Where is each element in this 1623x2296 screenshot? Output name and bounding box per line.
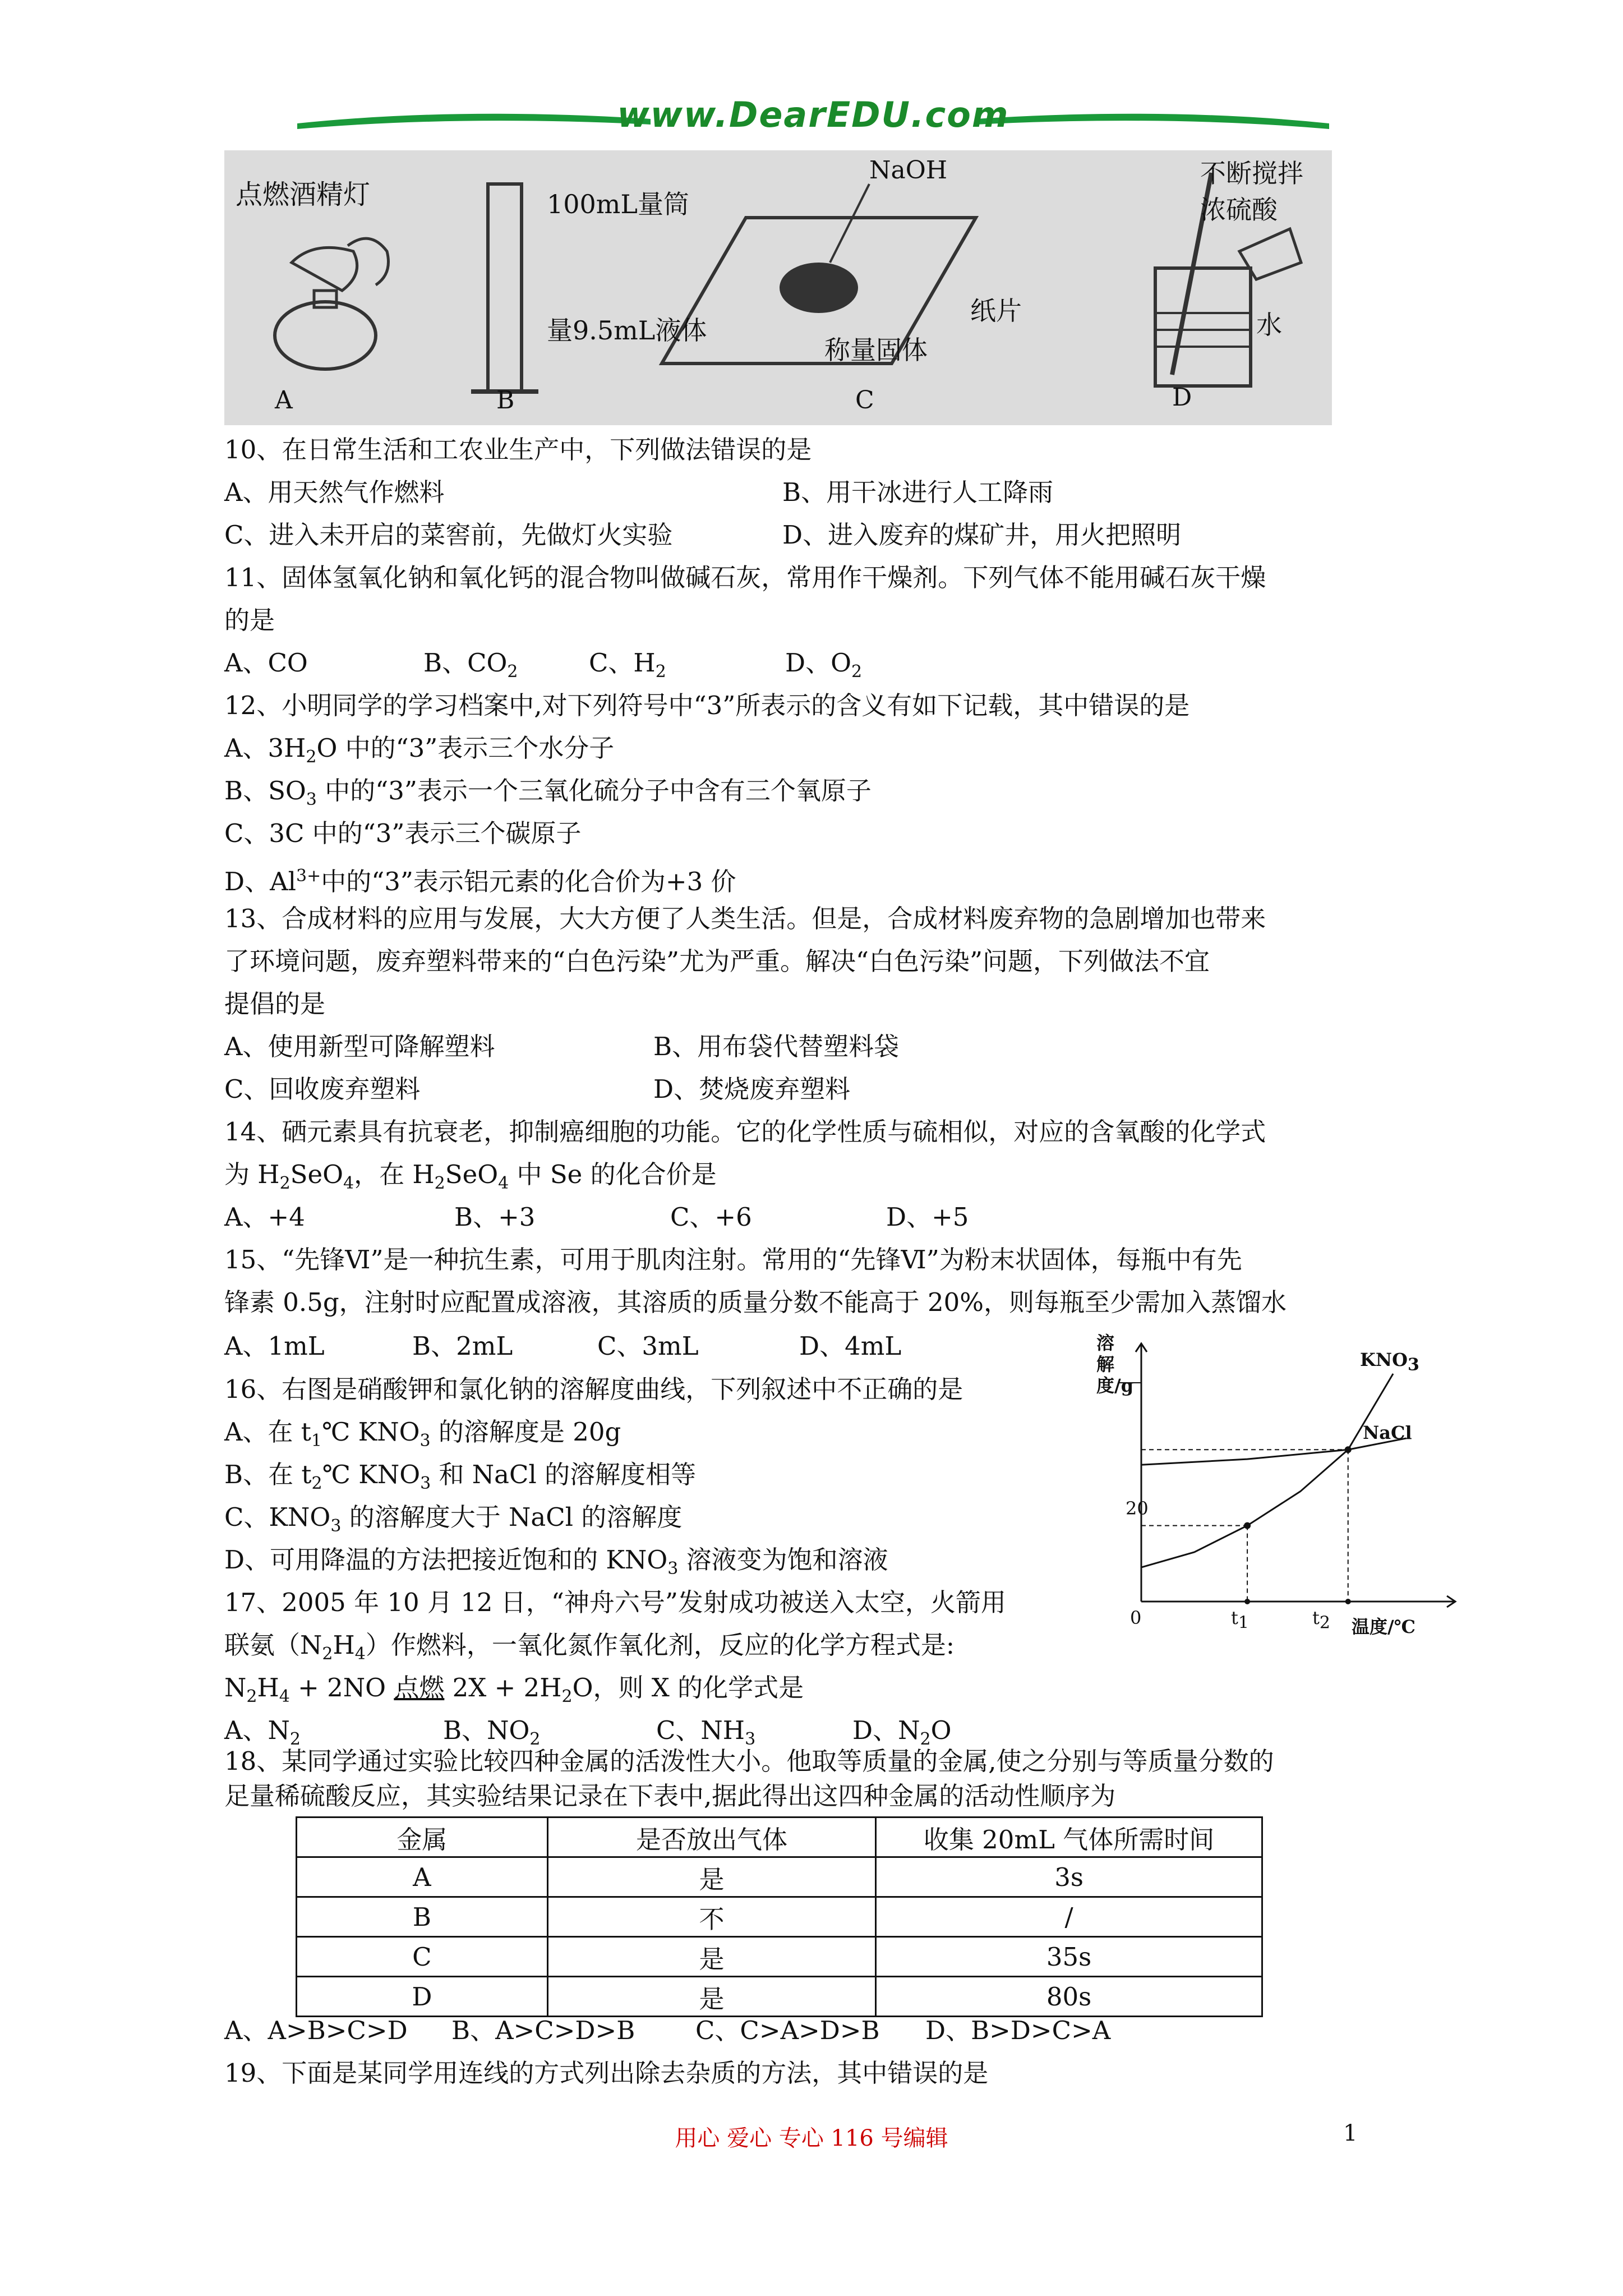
chart-point-intersect bbox=[1345, 1446, 1352, 1453]
q11-stem-1: 11、固体氢氧化钠和氧化钙的混合物叫做碱石灰，常用作干燥剂。下列气体不能用碱石灰干燥 bbox=[224, 563, 1266, 592]
q11-option-c: C、$H_2$ bbox=[589, 648, 666, 682]
q10-stem: 10、在日常生活和工农业生产中，下列做法错误的是 bbox=[224, 435, 812, 464]
metal-reaction-table bbox=[296, 1816, 1263, 2017]
q16-option-c: C、$KNO_3$ 的溶解度大于 NaCl 的溶解度 bbox=[224, 1502, 683, 1536]
q10-option-c: C、进入未开启的菜窖前，先做灯火实验 bbox=[224, 520, 673, 550]
q10-option-d: D、进入废弃的煤矿井，用火把照明 bbox=[782, 520, 1182, 550]
solubility-chart bbox=[1096, 1332, 1467, 1652]
table-header-cell: 金属 bbox=[297, 1818, 548, 1857]
q18-option-d: D、B>D>C>A bbox=[925, 2016, 1111, 2045]
fig-d-label1: 不断搅拌 bbox=[1200, 158, 1303, 188]
fig-b-letter: B bbox=[496, 386, 515, 415]
chart-xtick-mark-t2 bbox=[1345, 1599, 1351, 1604]
table-cell: 不 bbox=[547, 1897, 875, 1937]
table-header-cell: 是否放出气体 bbox=[547, 1818, 875, 1857]
table-row bbox=[297, 1897, 1262, 1937]
table-row bbox=[297, 1977, 1262, 2017]
solubility-chart-svg bbox=[1096, 1338, 1467, 1652]
table-row bbox=[297, 1857, 1262, 1897]
fig-c-label3: 称量固体 bbox=[824, 335, 928, 365]
q13-option-b: B、用布袋代替塑料袋 bbox=[653, 1032, 900, 1061]
q12-option-a: A、$3H_2O$ 中的“3”表示三个水分子 bbox=[224, 733, 615, 767]
chart-point-t1 bbox=[1244, 1522, 1251, 1529]
q16-option-a: A、在 $t_1℃$ $KNO_3$ 的溶解度是 20g bbox=[224, 1417, 621, 1451]
q13-option-d: D、焚烧废弃塑料 bbox=[653, 1074, 851, 1104]
table-cell: C bbox=[297, 1937, 548, 1977]
q12-option-b: B、$SO_3$ 中的“3”表示一个三氧化硫分子中含有三个氧原子 bbox=[224, 776, 872, 809]
q11-option-a: A、CO bbox=[224, 648, 308, 678]
q14-option-b: B、+3 bbox=[454, 1202, 536, 1232]
q14-option-d: D、+5 bbox=[886, 1202, 969, 1232]
table-cell: 3s bbox=[876, 1857, 1262, 1897]
q18-stem-2: 足量稀硫酸反应，其实验结果记录在下表中,据此得出这四种金属的活动性顺序为 bbox=[224, 1781, 1116, 1811]
q15-option-d: D、4mL bbox=[799, 1331, 902, 1361]
chart-ytick-20: 20 bbox=[1126, 1498, 1149, 1519]
q13-stem-3: 提倡的是 bbox=[224, 989, 326, 1019]
q13-option-a: A、使用新型可降解塑料 bbox=[224, 1032, 495, 1061]
table-row bbox=[297, 1937, 1262, 1977]
table-header-row bbox=[297, 1818, 1262, 1857]
table-cell: / bbox=[876, 1897, 1262, 1937]
q15-option-b: B、2mL bbox=[412, 1331, 513, 1361]
q16-option-b: B、在 $t_2℃$ $KNO_3$ 和 NaCl 的溶解度相等 bbox=[224, 1460, 697, 1493]
table-cell: D bbox=[297, 1977, 548, 2017]
q17-stem-1: 17、2005 年 10 月 12 日，“神舟六号”发射成功被送入太空，火箭用 bbox=[224, 1588, 1006, 1617]
q17-stem-2: 联氨$(N_2H_4)$作燃料，一氧化氮作氧化剂，反应的化学方程式是: bbox=[224, 1630, 955, 1664]
fig-d-label3: 水 bbox=[1256, 310, 1282, 340]
chart-series-kno-line bbox=[1141, 1374, 1393, 1567]
q17-equation: $N_2H_4 + 2NO$ 点燃 $2X + 2H_2O$，则 X 的化学式是 bbox=[224, 1673, 804, 1706]
site-url: www.DearEDU.com bbox=[617, 94, 1009, 135]
q12-stem: 12、小明同学的学习档案中,对下列符号中“3”所表示的含义有如下记载，其中错误的是 bbox=[224, 691, 1190, 720]
apparatus-figure bbox=[224, 150, 1332, 425]
fig-b-label2: 量9.5mL液体 bbox=[547, 315, 707, 346]
site-header bbox=[292, 84, 1335, 146]
q15-option-c: C、3mL bbox=[597, 1331, 699, 1361]
q17-option-d: D、$N_2O$ bbox=[852, 1715, 952, 1749]
q13-stem-2: 了环境问题，废弃塑料带来的“白色污染”尤为严重。解决“白色污染”问题，下列做法不宜 bbox=[224, 946, 1210, 976]
q15-option-a: A、1mL bbox=[224, 1331, 325, 1361]
fig-d-label2: 浓硫酸 bbox=[1200, 195, 1278, 225]
chart-xtick-t2: $t_2$ bbox=[1312, 1607, 1330, 1633]
chart-origin: 0 bbox=[1130, 1607, 1142, 1628]
chart-legend-nacl: NaCl bbox=[1363, 1422, 1412, 1443]
q16-stem: 16、右图是硝酸钾和氯化钠的溶解度曲线，下列叙述中不正确的是 bbox=[224, 1374, 963, 1404]
table-cell: A bbox=[297, 1857, 548, 1897]
fig-d-letter: D bbox=[1172, 383, 1192, 412]
chart-ylabel: 溶解度/g bbox=[1096, 1332, 1134, 1396]
fig-a-label: 点燃酒精灯 bbox=[236, 179, 371, 210]
q17-option-a: A、$N_2$ bbox=[224, 1715, 301, 1749]
table-header-cell: 收集 20mL 气体所需时间 bbox=[876, 1818, 1262, 1857]
q14-stem-2: 为 $H_2SeO_4$，在 $H_2SeO_4$ 中 Se 的化合价是 bbox=[224, 1159, 717, 1193]
q15-stem-2: 锋素 0.5g，注射时应配置成溶液，其溶质的质量分数不能高于 20%，则每瓶至少需加入蒸馏水 bbox=[224, 1287, 1287, 1317]
q13-option-c: C、回收废弃塑料 bbox=[224, 1074, 421, 1104]
q12-option-c: C、3C 中的“3”表示三个碳原子 bbox=[224, 818, 582, 848]
reaction-condition: 点燃 bbox=[394, 1673, 445, 1703]
q19-stem: 19、下面是某同学用连线的方式列出除去杂质的方法，其中错误的是 bbox=[224, 2058, 989, 2088]
q14-stem-1: 14、硒元素具有抗衰老，抑制癌细胞的功能。它的化学性质与硫相似，对应的含氧酸的化学式 bbox=[224, 1117, 1266, 1147]
fig-c-label2: 纸片 bbox=[970, 296, 1022, 326]
q15-stem-1: 15、“先锋Ⅵ”是一种抗生素，可用于肌肉注射。常用的“先锋Ⅵ”为粉末状固体，每瓶中有先 bbox=[224, 1245, 1242, 1274]
table-cell: 35s bbox=[876, 1937, 1262, 1977]
q14-option-c: C、+6 bbox=[670, 1202, 752, 1232]
page-footer: 用心 爱心 专心 116 号编辑 bbox=[675, 2125, 948, 2151]
q18-stem-1: 18、某同学通过实验比较四种金属的活泼性大小。他取等质量的金属,使之分别与等质量分数的 bbox=[224, 1746, 1274, 1776]
fig-a-letter: A bbox=[275, 386, 293, 415]
chart-xtick-t1: $t_1$ bbox=[1231, 1607, 1249, 1633]
chart-legend-kno3: $KNO_3$ bbox=[1360, 1349, 1419, 1375]
table-cell: B bbox=[297, 1897, 548, 1937]
q11-stem-2: 的是 bbox=[224, 605, 275, 635]
q10-option-a: A、用天然气作燃料 bbox=[224, 477, 445, 507]
table-cell: 是 bbox=[547, 1857, 875, 1897]
table-cell: 80s bbox=[876, 1977, 1262, 2017]
q12-option-d: D、$Al^{3+}$中的“3”表示铝元素的化合价为+3 价 bbox=[224, 866, 736, 896]
apparatus-drawing bbox=[224, 150, 1332, 425]
q18-option-b: B、A>C>D>B bbox=[451, 2016, 635, 2045]
q17-option-b: B、$NO_2$ bbox=[443, 1715, 541, 1749]
chart-xtick-mark-t1 bbox=[1244, 1599, 1250, 1604]
q17-option-c: C、$NH_3$ bbox=[656, 1715, 756, 1749]
table-cell: 是 bbox=[547, 1977, 875, 2017]
q11-option-d: D、$O_2$ bbox=[785, 648, 863, 682]
q10-option-b: B、用干冰进行人工降雨 bbox=[782, 477, 1054, 507]
q11-option-b: B、$CO_2$ bbox=[423, 648, 518, 682]
q18-option-a: A、A>B>C>D bbox=[224, 2016, 408, 2045]
q13-stem-1: 13、合成材料的应用与发展，大大方便了人类生活。但是，合成材料废弃物的急剧增加也带来 bbox=[224, 904, 1266, 933]
page-number: 1 bbox=[1343, 2120, 1358, 2146]
fig-b-label1: 100mL量筒 bbox=[547, 189, 689, 219]
fig-c-letter: C bbox=[855, 386, 874, 415]
q18-option-c: C、C>A>D>B bbox=[695, 2016, 880, 2045]
q14-option-a: A、+4 bbox=[224, 1202, 305, 1232]
q16-option-d: D、可用降温的方法把接近饱和的 $KNO_3$ 溶液变为饱和溶液 bbox=[224, 1545, 888, 1579]
fig-c-label1: NaOH bbox=[869, 156, 948, 185]
table-cell: 是 bbox=[547, 1937, 875, 1977]
chart-xlabel: 温度/℃ bbox=[1352, 1616, 1416, 1637]
